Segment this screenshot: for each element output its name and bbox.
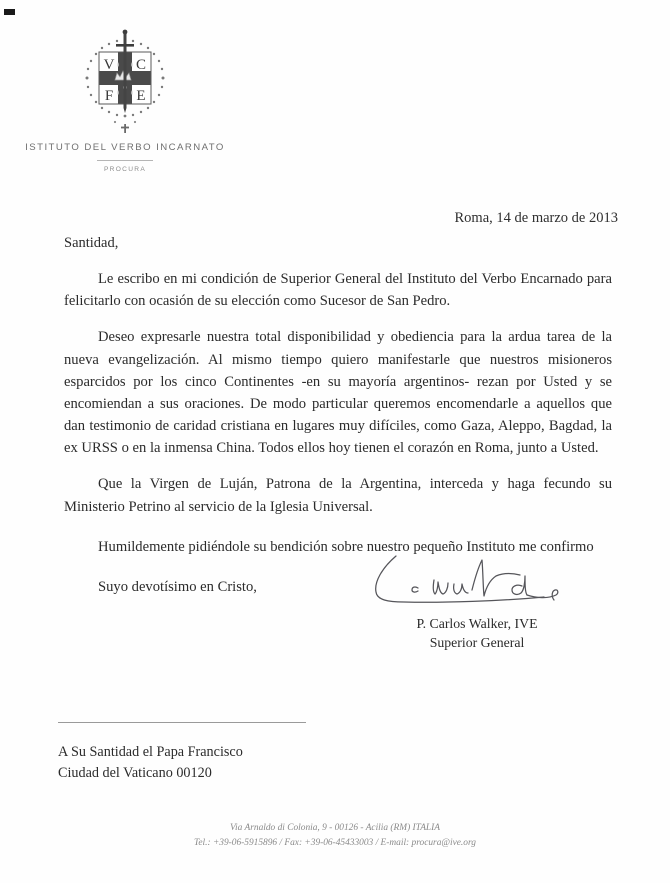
scan-artifact-mark xyxy=(4,9,15,15)
ive-coat-of-arms-icon xyxy=(71,26,179,138)
letterhead xyxy=(20,26,230,173)
signer-title: Superior General xyxy=(429,635,525,651)
organization-name: ISTITUTO DEL VERBO INCARNATO xyxy=(25,142,225,153)
department-name: PROCURA xyxy=(103,166,147,173)
addressee-divider xyxy=(58,722,306,723)
handwritten-signature-icon xyxy=(362,552,592,614)
letter-paragraph: Que la Virgen de Luján, Patrona de la Argentina, interceda y haga fecundo su Ministerio Petrino al servicio de la Iglesia Universal. xyxy=(64,476,612,515)
date-line: Roma, 14 de marzo de 2013 xyxy=(454,210,618,226)
addressee-block xyxy=(58,722,358,783)
footer-contact: Tel.: +39-06-5915896 / Fax: +39-06-45433003 / E-mail: procura@ive.org xyxy=(194,838,476,849)
svg-text:E: E xyxy=(136,88,146,104)
signature-block xyxy=(352,552,602,652)
footer xyxy=(0,821,670,851)
addressee-line-1: A Su Santidad el Papa Francisco xyxy=(58,744,243,760)
svg-text:F: F xyxy=(104,88,114,104)
letter-paragraph: Deseo expresarle nuestra total disponibilidad y obediencia para la ardua tarea de la nueva evangelización. Al mismo tiempo quiero manifestarle que nuestros misioneros esparcidos por los cinco Continentes -en su mayoría argentinos- rezan por Usted y se encomiendan a sus oraciones. De modo particular queremos encomendarle a aquellos que dan testimonio de caridad cristiana en lugares muy difíciles, como Gaza, Aleppo, Bagdad, la ex URSS o en la inmensa China. Todos ellos hoy tienen el corazón en Roma, junto a Usted. xyxy=(64,329,612,457)
footer-address: Via Arnaldo di Colonia, 9 - 00126 - Acilia (RM) ITALIA xyxy=(230,823,440,833)
letter-paragraph: Humildemente pidiéndole su bendición sobre nuestro pequeño Instituto me confirmo xyxy=(98,538,594,555)
letter-closing: Suyo devotísimo en Cristo, xyxy=(98,578,257,595)
svg-text:C: C xyxy=(135,57,147,73)
signer-name: P. Carlos Walker, IVE xyxy=(416,616,538,631)
salutation: Santidad, xyxy=(64,235,119,251)
svg-text:V: V xyxy=(103,57,115,73)
letter-paragraph: Le escribo en mi condición de Superior General del Instituto del Verbo Encarnado para felicitarlo con ocasión de su elección como Sucesor de San Pedro. xyxy=(64,271,612,310)
letterhead-divider xyxy=(97,160,153,161)
addressee-line-2: Ciudad del Vaticano 00120 xyxy=(58,764,212,781)
